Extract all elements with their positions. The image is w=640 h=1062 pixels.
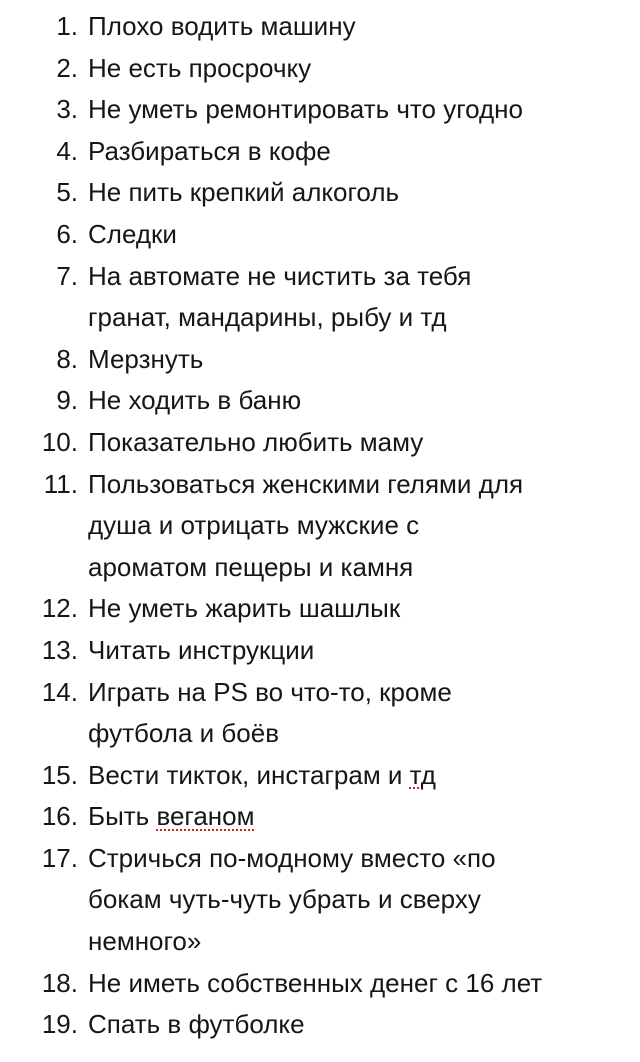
list-item <box>0 464 640 589</box>
list-item-number: 5. <box>56 177 78 208</box>
list-item-text <box>88 48 598 90</box>
list-item-line: Мерзнуть <box>88 343 204 374</box>
list-item-line: Спать в футболке <box>88 1009 305 1040</box>
list-item-text <box>88 89 598 131</box>
list-item <box>0 630 640 672</box>
list-item <box>0 172 640 214</box>
list-item-line: Не ходить в баню <box>88 385 302 416</box>
list-item-line <box>88 755 598 797</box>
list-item-line: Играть на PS во что-то, кроме <box>88 676 452 707</box>
list-item <box>0 588 640 630</box>
list-item-number: 6. <box>56 218 78 249</box>
list-item-number: 18. <box>41 967 78 998</box>
list-item-number: 11. <box>43 468 78 499</box>
list-item-text <box>88 172 598 214</box>
list-item-line: Стричься по-модному вместо «по <box>88 842 496 873</box>
numbered-list <box>0 6 640 1046</box>
list-item-line: Не иметь собственных денег с 16 лет <box>88 967 543 998</box>
list-item-number: 2. <box>56 52 78 83</box>
list-item-text <box>88 1004 598 1046</box>
list-item-number: 10. <box>41 426 78 457</box>
list-item-line: ароматом пещеры и камня <box>88 551 414 582</box>
list-item <box>0 796 640 838</box>
list-item <box>0 422 640 464</box>
list-item <box>0 131 640 173</box>
list-item-line: Пользоваться женскими гелями для <box>88 468 524 499</box>
list-item-text <box>88 256 598 339</box>
list-item-number: 4. <box>56 135 78 166</box>
list-item-text <box>88 464 598 589</box>
list-item-number: 8. <box>56 343 78 374</box>
list-item-text <box>88 422 598 464</box>
list-item-number: 19. <box>41 1009 78 1040</box>
list-item-line: Разбираться в кофе <box>88 135 331 166</box>
list-item <box>0 256 640 339</box>
list-item-line: Читать инструкции <box>88 634 315 665</box>
list-item <box>0 6 640 48</box>
list-item-number: 7. <box>56 260 78 291</box>
list-item <box>0 48 640 90</box>
list-item-text <box>88 380 598 422</box>
list-item <box>0 755 640 797</box>
list-item-line: немного» <box>88 926 202 957</box>
list-item-line: Не уметь жарить шашлык <box>88 593 401 624</box>
list-item-number: 13. <box>41 634 78 665</box>
list-item <box>0 963 640 1005</box>
list-item-number: 17. <box>41 842 78 873</box>
list-item-line: душа и отрицать мужские с <box>88 510 420 541</box>
list-item-line: футбола и боёв <box>88 718 280 749</box>
list-item-number: 15. <box>41 759 78 790</box>
list-item-number: 9. <box>56 385 78 416</box>
list-item-line: На автомате не чистить за тебя <box>88 260 472 291</box>
list-item-text <box>88 755 598 797</box>
list-item <box>0 339 640 381</box>
list-item <box>0 1004 640 1046</box>
list-item <box>0 89 640 131</box>
list-item-number: 16. <box>41 801 78 832</box>
list-item-text <box>88 630 598 672</box>
list-item-number: 14. <box>41 676 78 707</box>
list-item-line-text: Вести тикток, инстаграм и <box>88 759 410 790</box>
list-item <box>0 672 640 755</box>
list-item-line: Не уметь ремонтировать что угодно <box>88 94 524 125</box>
spellcheck-underlined-word[interactable]: веганом <box>156 801 255 832</box>
list-item-line-text: Быть <box>88 801 157 832</box>
spellcheck-underlined-word[interactable]: тд <box>409 759 436 790</box>
list-item-line: гранат, мандарины, рыбу и тд <box>88 302 447 333</box>
list-item-line <box>88 796 598 838</box>
list-item-line: бокам чуть-чуть убрать и сверху <box>88 884 481 915</box>
list-item-number: 1. <box>56 11 78 41</box>
list-item-text <box>88 838 598 963</box>
list-item-text <box>88 588 598 630</box>
list-item-text <box>88 6 598 48</box>
list-item-number: 12. <box>41 593 78 624</box>
list-item-text <box>88 214 598 256</box>
list-item <box>0 838 640 963</box>
list-item-text <box>88 796 598 838</box>
list-item-text <box>88 131 598 173</box>
list-item <box>0 380 640 422</box>
list-item-text <box>88 963 598 1005</box>
list-item-number: 3. <box>56 94 78 125</box>
list-item-line: Показательно любить маму <box>88 426 424 457</box>
list-item-line: Не есть просрочку <box>88 52 312 83</box>
list-item-line: Следки <box>88 218 177 249</box>
list-item-line: Плохо водить машину <box>88 11 356 41</box>
list-item-line: Не пить крепкий алкоголь <box>88 177 400 208</box>
list-item <box>0 214 640 256</box>
list-item-text <box>88 672 598 755</box>
list-item-text <box>88 339 598 381</box>
